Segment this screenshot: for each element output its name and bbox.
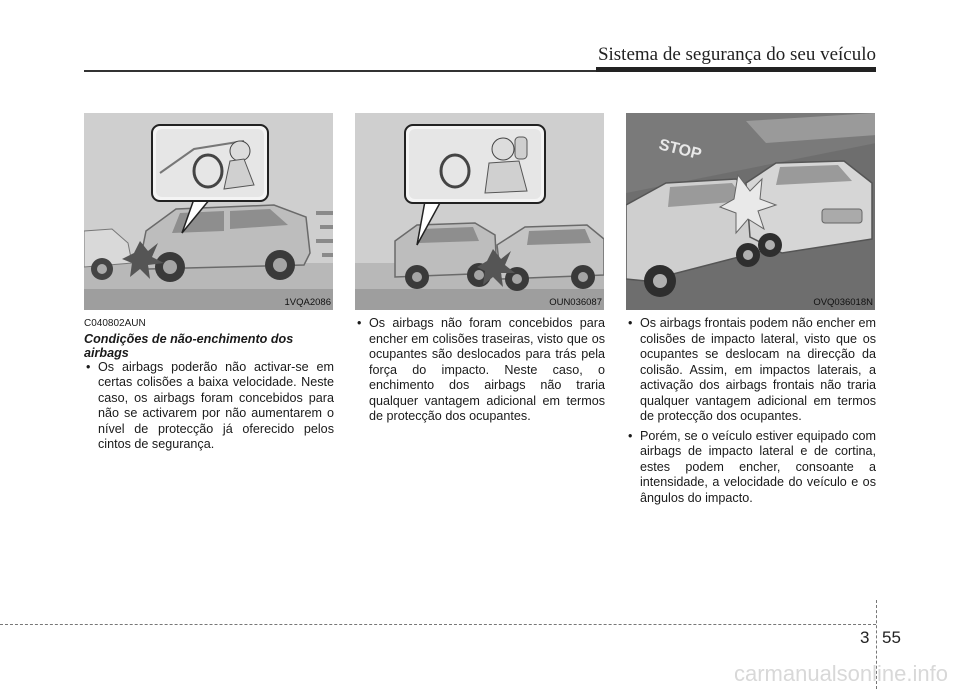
column-2 — [355, 316, 605, 425]
rear-collision-illustration — [355, 113, 604, 310]
figure-code: OVQ036018N — [813, 297, 873, 308]
running-header: Sistema de segurança do seu veículo — [597, 44, 876, 65]
watermark: carmanualsonline.info — [733, 661, 948, 686]
section-subheading: Condições de não-enchimento dos airbags — [84, 331, 294, 360]
figure-code: 1VQA2086 — [284, 297, 331, 308]
footer-rule — [0, 624, 876, 625]
bullet-side-curtain-airbags: • Porém, se o veículo estiver equipado com airbags de impacto lateral e de cortina, estes podem encher, consoante a intensidade, a velocidade do veículo e os ângulos do impacto. — [626, 429, 876, 507]
figure-side-collision — [626, 113, 875, 310]
side-collision-illustration — [626, 113, 875, 310]
column-1 — [84, 316, 334, 453]
bullet-rear-collision: • Os airbags não foram concebidos para encher em colisões traseiras, visto que os ocupantes são deslocados para trás pela força do impacto. Neste caso, o enchimento dos airbags não traria qualquer vantagem adicional em termos de protecção dos ocupantes. — [355, 316, 605, 425]
chapter-number: 3 — [860, 628, 870, 647]
bullet-side-impact: • Os airbags frontais podem não encher em colisões de impacto lateral, visto que os ocupantes se deslocam na direcção da colisão. Assim, em impactos laterais, a activação dos airbags frontais não traria qualquer vantagem adicional em termos de protecção dos ocupantes. — [626, 316, 876, 425]
column-3 — [626, 316, 876, 506]
figure-low-speed-collision — [84, 113, 333, 310]
figure-code: OUN036087 — [549, 297, 602, 308]
low-speed-collision-illustration — [84, 113, 333, 310]
page-number: 55 — [882, 628, 901, 647]
bullet-low-speed: • Os airbags poderão não activar-se em certas colisões a baixa velocidade. Neste caso, os airbags foram concebidos para não se activarem por não aumentarem o nível de protecção já oferecido pelos cintos de segurança. — [84, 360, 334, 453]
figure-rear-collision — [355, 113, 604, 310]
stop-road-marking: STOP — [657, 136, 704, 164]
section-code: C040802AUN — [84, 318, 146, 329]
header-rule-accent — [596, 67, 876, 72]
